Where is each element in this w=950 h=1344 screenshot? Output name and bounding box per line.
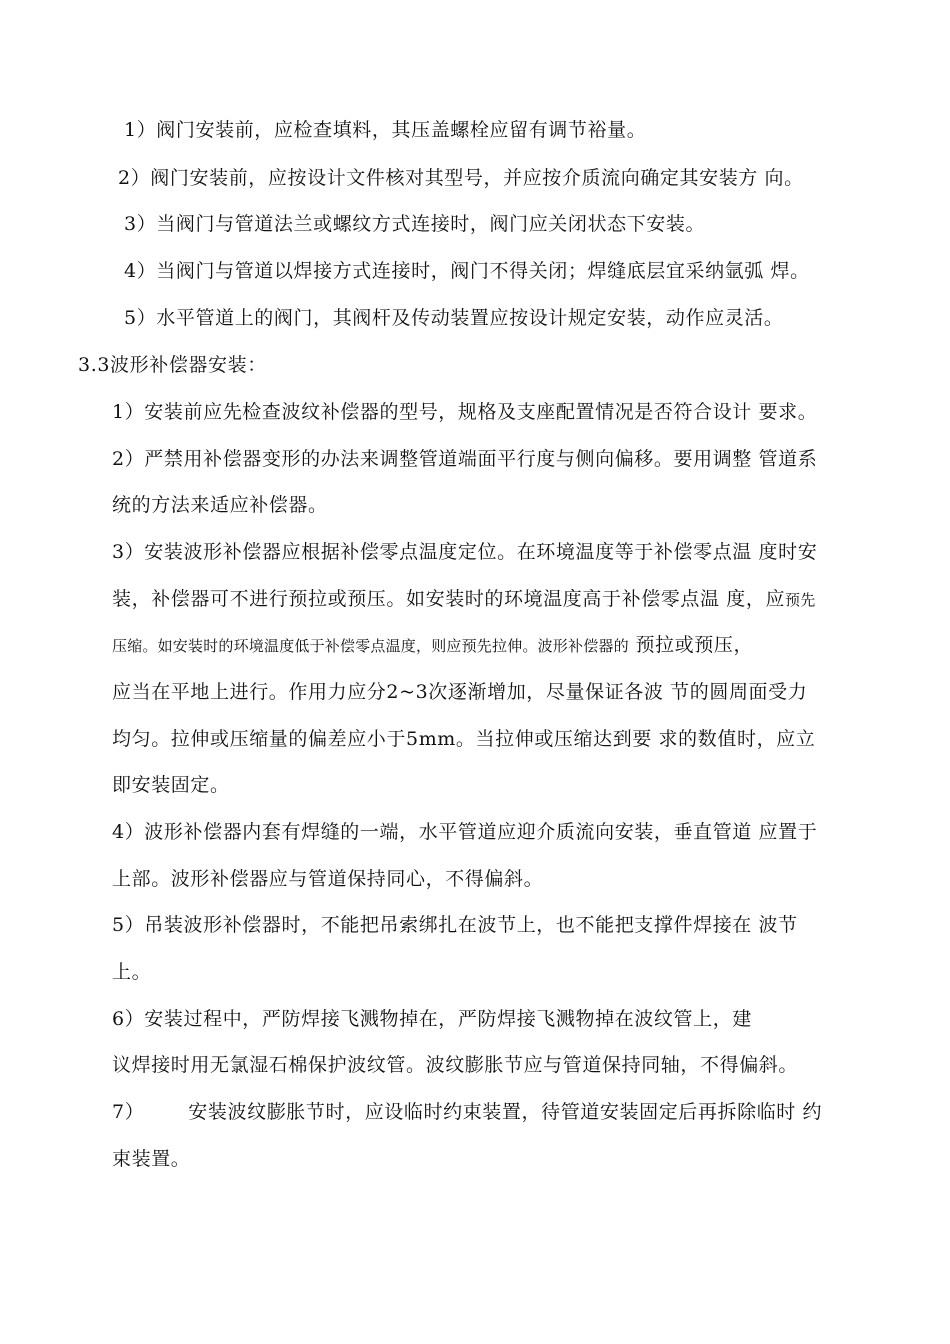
compensator-item-3-line-3 [112,633,753,658]
compensator-item-3-line-1: 3）安装波形补偿器应根据补偿零点温度定位。在环境温度等于补偿零点温 度时安 [112,541,818,563]
compensator-item-4-line-1: 4）波形补偿器内套有焊缝的一端，水平管道应迎介质流向安装，垂直管道 应置于 [112,821,818,843]
compensator-item-3-line-4: 应当在平地上进行。作用力应分2~3次逐渐增加，尽量保证各波 节的圆周面受力 [112,681,808,703]
compensator-item-5-line-1: 5）吊装波形补偿器时，不能把吊索绑扎在波节上，也不能把支撑件焊接在 波节 [112,914,798,936]
compensator-item-6-line-1: 6）安装过程中，严防焊接飞溅物掉在，严防焊接飞溅物掉在波纹管上，建 [112,1008,752,1030]
compensator-item-5-line-2: 上。 [112,961,152,983]
text-run: 安装波纹膨胀节时，应设临时约束装置，待管道安装固定后再拆除临时 约 [188,1101,823,1123]
compensator-item-7-line-2: 束装置。 [112,1148,191,1170]
compensator-item-3-line-6: 即安装固定。 [112,774,230,796]
item-number: 7） [112,1101,145,1123]
compensator-item-2-line-2: 统的方法来适应补偿器。 [112,494,328,516]
valve-item-1: 1）阀门安装前，应检查填料，其压盖螺栓应留有调节裕量。 [124,119,647,141]
text-run: 预拉或预压， [628,634,754,656]
valve-item-3: 3）当阀门与管道法兰或螺纹方式连接时，阀门应关闭状态下安装。 [124,213,706,235]
valve-item-5: 5）水平管道上的阀门，其阀杆及传动装置应按设计规定安装，动作应灵活。 [124,307,784,329]
text-run: 装，补偿器可不进行预拉或预压。如安装时的环境温度高于补偿零点温 度，应 [112,588,786,610]
compensator-item-3-line-5: 均匀。拉伸或压缩量的偏差应小于5mm。当拉伸或压缩达到要 求的数值时，应立 [112,728,816,750]
text-run-small: 预先 [785,591,816,609]
section-heading-3-3: 3.3波形补偿器安装： [78,354,267,376]
compensator-item-7-line-1 [112,1100,822,1124]
valve-item-4: 4）当阀门与管道以焊接方式连接时，阀门不得关闭；焊缝底层宜采纳氩弧 焊。 [124,260,810,282]
valve-item-2: 2）阀门安装前，应按设计文件核对其型号，并应按介质流向确定其安装方 向。 [118,167,804,189]
compensator-item-2-line-1: 2）严禁用补偿器变形的办法来调整管道端面平行度与侧向偏移。要用调整 管道系 [112,448,818,470]
compensator-item-3-line-2 [112,587,815,612]
text-run-small: 压缩。如安装时的环境温度低于补偿零点温度，则应预先拉伸。波形补偿器的 [112,637,629,655]
compensator-item-6-line-2: 议焊接时用无氯湿石棉保护波纹管。波纹膨胀节应与管道保持同轴，不得偏斜。 [112,1054,799,1076]
compensator-item-4-line-2: 上部。波形补偿器应与管道保持同心，不得偏斜。 [112,868,544,890]
compensator-item-1: 1）安装前应先检查波纹补偿器的型号，规格及支座配置情况是否符合设计 要求。 [112,401,818,423]
